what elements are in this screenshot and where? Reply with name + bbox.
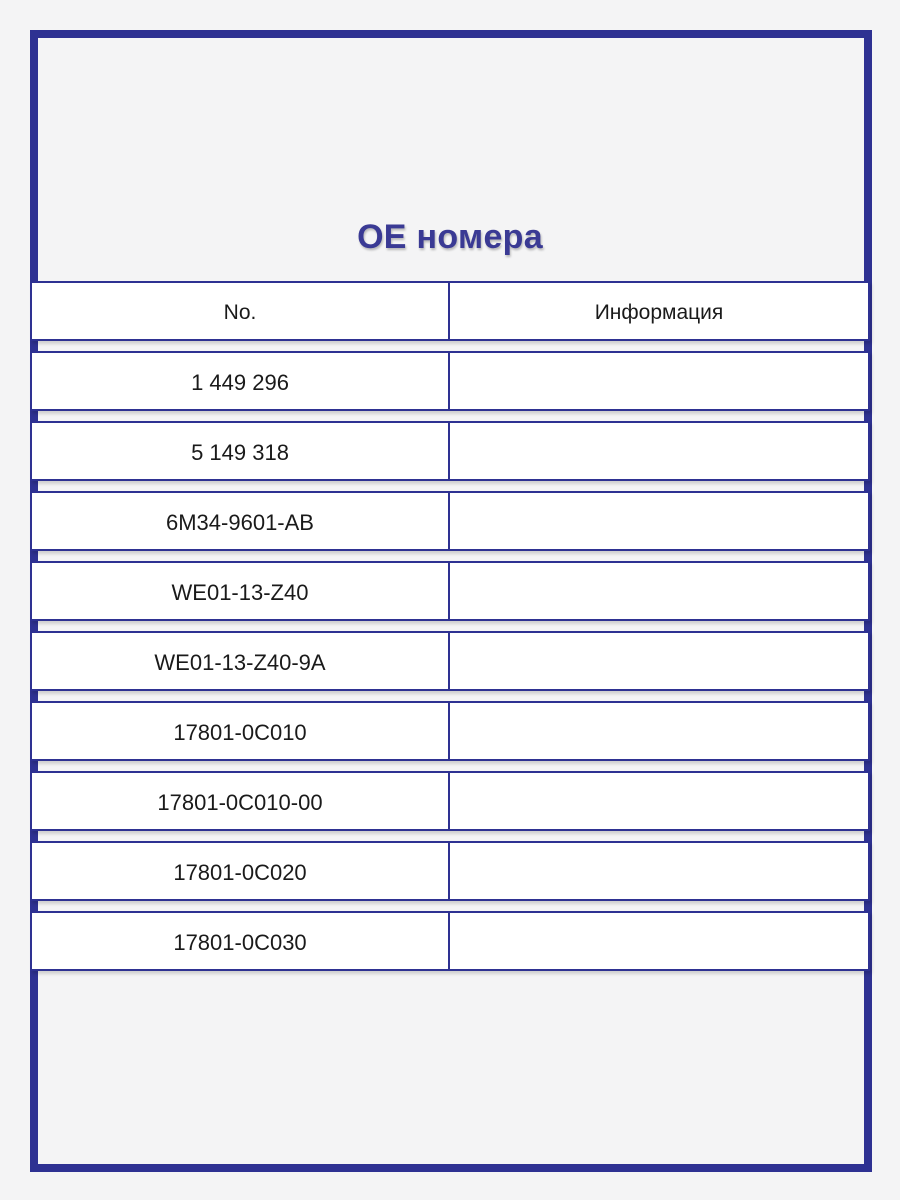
- cell-info: [450, 423, 868, 479]
- table-row: [30, 631, 870, 691]
- cell-info: [450, 563, 868, 619]
- page-title: OE номера: [357, 218, 543, 256]
- table-row: [30, 561, 870, 621]
- cell-no: 17801-0C010: [32, 703, 450, 759]
- cell-no: 17801-0C010-00: [32, 773, 450, 829]
- table-row: [30, 421, 870, 481]
- cell-no: 17801-0C030: [32, 913, 450, 969]
- cell-info: [450, 633, 868, 689]
- header-info: Информация: [594, 301, 724, 324]
- cell-no: 17801-0C020: [32, 843, 450, 899]
- table-row: [30, 841, 870, 901]
- cell-info: [450, 493, 868, 549]
- cell-no: 6M34-9601-AB: [32, 493, 450, 549]
- cell-no: 1 449 296: [32, 353, 450, 409]
- table-row: [30, 911, 870, 971]
- cell-info: [450, 703, 868, 759]
- table-row: [30, 701, 870, 761]
- cell-info: [450, 913, 868, 969]
- cell-no: 5 149 318: [32, 423, 450, 479]
- table-row: [30, 351, 870, 411]
- cell-info: [450, 353, 868, 409]
- table-row: [30, 771, 870, 831]
- header-no: No.: [32, 283, 450, 339]
- cell-no: WE01-13-Z40-9A: [32, 633, 450, 689]
- table-header: [30, 281, 870, 341]
- table-row: [30, 491, 870, 551]
- cell-info: [450, 773, 868, 829]
- cell-info: [450, 843, 868, 899]
- cell-no: WE01-13-Z40: [32, 563, 450, 619]
